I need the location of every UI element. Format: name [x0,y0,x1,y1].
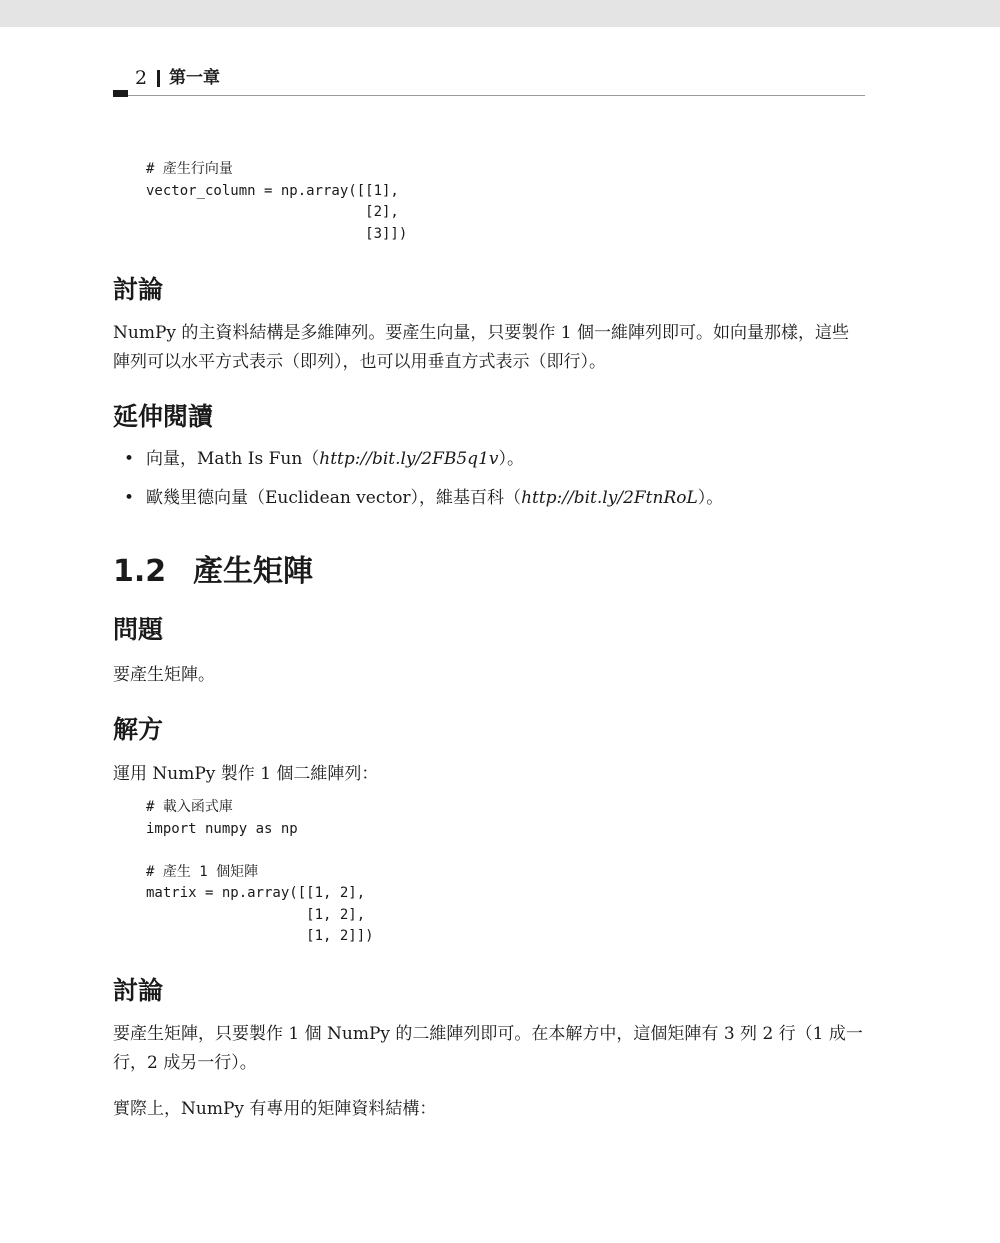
solution-paragraph: 運用 NumPy 製作 1 個二維陣列： [113,764,379,784]
header-separator [157,70,160,87]
header-rule [128,95,865,96]
page-number: 2 [135,67,148,89]
problem-heading: 問題 [113,615,164,644]
top-gray-bar [0,0,1000,27]
discussion-heading-2: 討論 [113,976,164,1005]
discussion-paragraph-3: 實際上，NumPy 有專用的矩陣資料結構： [113,1099,437,1119]
discussion-paragraph: NumPy 的主資料結構是多維陣列。要產生向量，只要製作 1 個一維陣列即可。如向量那樣，這些陣列可以水平方式表示（即列），也可以用垂直方式表示（即行）。 [113,323,850,372]
solution-heading: 解方 [113,715,164,744]
section-title: 產生矩陣 [193,554,313,589]
header-marker [113,90,128,97]
bullet-icon: • [124,449,135,469]
list-item [113,446,865,485]
further-reading-heading: 延伸閱讀 [113,402,214,431]
section-heading [113,553,313,591]
chapter-title: 第一章 [169,68,220,88]
reference-link[interactable]: http://bit.ly/2FB5q1v [319,449,499,469]
section-number: 1.2 [113,554,167,589]
discussion-heading: 討論 [113,275,164,304]
page-header [113,64,865,98]
reference-link[interactable]: http://bit.ly/2FtnRoL [521,488,698,508]
code-block-matrix: # 載入函式庫 import numpy as np # 產生 1 個矩陣 matrix = np.array([[1, 2], [1, 2], [1, 2]]) [146,799,374,944]
code-block-vector-column: # 產生行向量 vector_column = np.array([[1], [2], [3]]) [146,161,408,242]
problem-paragraph: 要產生矩陣。 [113,665,215,685]
list-item-text: 歐幾里德向量（Euclidean vector），維基百科（ [146,488,522,508]
discussion-paragraph-2: 要產生矩陣，只要製作 1 個 NumPy 的二維陣列即可。在本解方中，這個矩陣有 3 列 2 行（1 成一行，2 成另一行）。 [113,1024,863,1073]
further-reading-list [113,446,865,524]
list-item [113,485,865,524]
list-item-suffix: ）。 [697,488,724,508]
list-item-suffix: ）。 [498,449,524,469]
bullet-icon: • [124,488,135,508]
list-item-text: 向量，Math Is Fun（ [146,449,320,469]
